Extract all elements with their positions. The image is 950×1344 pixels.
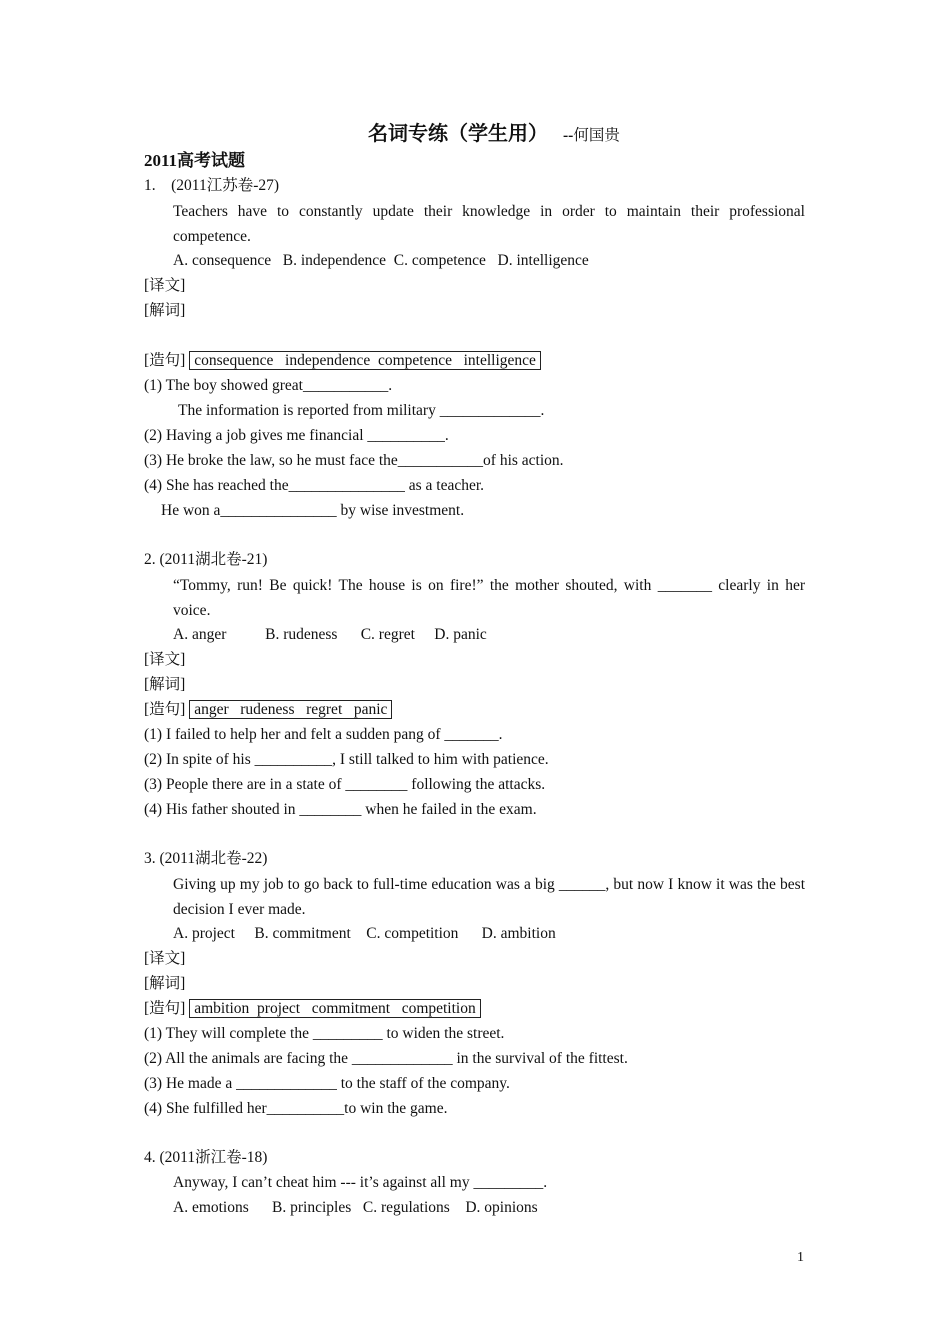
q1-sentence-row	[144, 351, 541, 371]
q4-options: A. emotions B. principles C. regulations D. opinions	[173, 1199, 538, 1216]
q4-header: 4. (2011浙江卷-18)	[144, 1149, 268, 1166]
q1-s5-tail: by wise investment.	[336, 502, 465, 519]
q2-s1: (1) I failed to help her and felt a sudden pang of _______.	[144, 726, 503, 743]
q3-sentence-label: [造句]	[144, 1000, 186, 1017]
q3-stem: Giving up my job to go back to full-time education was a big ______, but now I know it was the best decision I ever made.	[173, 876, 805, 918]
q1-number: 1.	[144, 177, 156, 194]
q2-sentence-label: [造句]	[144, 701, 186, 718]
q1-s1-text: (1) The boy showed great	[144, 377, 303, 394]
q3-s2: (2) All the animals are facing the _____________ in the survival of the fittest.	[144, 1050, 628, 1067]
q2-s4: (4) His father shouted in ________ when he failed in the exam.	[144, 801, 537, 818]
q1-sentence-label: [造句]	[144, 352, 186, 369]
q3-word-box: ambition project commitment competition	[189, 999, 481, 1018]
q1-s4	[144, 476, 484, 496]
q1-s2: (2) Having a job gives me financial __________.	[144, 427, 449, 444]
q2-s2: (2) In spite of his __________, I still talked to him with patience.	[144, 751, 549, 768]
q3-sentence-row	[144, 999, 481, 1019]
page-title	[368, 124, 620, 146]
q1-s4-tail: as a teacher.	[404, 477, 485, 494]
q1-s1b: The information is reported from military _____________.	[178, 402, 545, 419]
q1-s3-blank: ___________	[397, 452, 484, 469]
q1-s3	[144, 451, 564, 471]
q3-s4	[144, 1099, 447, 1119]
q2-sentence-row	[144, 700, 392, 720]
q1-header	[144, 176, 279, 196]
q3-options: A. project B. commitment C. competition D. ambition	[173, 925, 556, 942]
q1-s5-blank: _______________	[220, 502, 337, 519]
q3-s3: (3) He made a _____________ to the staff of the company.	[144, 1075, 510, 1092]
q1-s4-text: (4) She has reached the	[144, 477, 289, 494]
title-text: 名词专练（学生用）	[368, 123, 548, 145]
q3-s4-blank: __________	[266, 1100, 345, 1117]
q1-translate-label: [译文]	[144, 277, 186, 294]
q3-header: 3. (2011湖北卷-22)	[144, 850, 268, 867]
q2-words-label: [解词]	[144, 676, 186, 693]
q1-s5	[161, 501, 464, 521]
q1-options: A. consequence B. independence C. competence D. intelligence	[173, 252, 589, 269]
q1-source: (2011江苏卷-27)	[171, 177, 280, 194]
q1-s1-blank: ___________.	[302, 377, 393, 394]
q1-s1	[144, 376, 392, 396]
q1-s3-tail: of his action.	[483, 452, 564, 469]
q2-word-box: anger rudeness regret panic	[189, 700, 392, 719]
q3-words-label: [解词]	[144, 975, 186, 992]
q1-stem: Teachers have to constantly update their knowledge in order to maintain their professional competence.	[173, 203, 805, 245]
author-prefix: --	[563, 127, 574, 144]
q3-translate-label: [译文]	[144, 950, 186, 967]
q2-stem: “Tommy, run! Be quick! The house is on fire!” the mother shouted, with _______ clearly in her voice.	[173, 577, 805, 619]
q3-s4-tail: to win the game.	[344, 1100, 448, 1117]
q1-words-label: [解词]	[144, 302, 186, 319]
q3-s4-text: (4) She fulfilled her	[144, 1100, 267, 1117]
q1-s5-text: He won a	[161, 502, 221, 519]
q2-translate-label: [译文]	[144, 651, 186, 668]
q4-stem: Anyway, I can’t cheat him --- it’s against all my _________.	[173, 1174, 548, 1191]
author-name: 何国贵	[573, 127, 620, 144]
author	[563, 127, 620, 144]
q2-options: A. anger B. rudeness C. regret D. panic	[173, 626, 487, 643]
q3-s1: (1) They will complete the _________ to widen the street.	[144, 1025, 505, 1042]
q2-header: 2. (2011湖北卷-21)	[144, 551, 268, 568]
section-heading: 2011高考试题	[144, 151, 246, 170]
q1-word-box: consequence independence competence intelligence	[189, 351, 541, 370]
q2-s3: (3) People there are in a state of ________ following the attacks.	[144, 776, 546, 793]
page-number: 1	[797, 1250, 804, 1265]
q1-s4-blank: _______________	[288, 477, 405, 494]
q1-s3-text: (3) He broke the law, so he must face the	[144, 452, 398, 469]
